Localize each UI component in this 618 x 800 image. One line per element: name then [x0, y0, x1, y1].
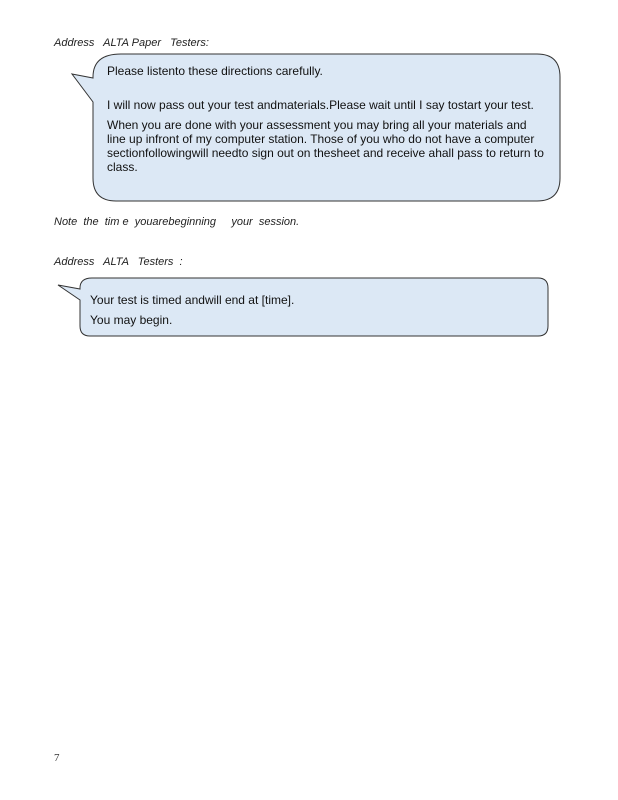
when-done-paragraph: When you are done with your assessment you may bring all your materials and line up infront of my computer station. Those of you who do not have a computer sectionfollowingwill needto sign out on thesheet and receive ahall pass to return to class.: [107, 118, 544, 174]
you-may-begin-paragraph: You may begin.: [90, 313, 173, 327]
page-number: 7: [54, 752, 60, 764]
callout-2-text: [90, 293, 540, 327]
note-time-instruction: Note the tim e youarebeginning your session.: [54, 216, 300, 228]
address-testers-instruction: Address ALTA Testers :: [54, 256, 183, 268]
pass-out-materials-paragraph: I will now pass out your test andmaterials.Please wait until I say tostart your test.: [107, 98, 534, 112]
directions-paragraph: Please listento these directions carefully.: [107, 64, 323, 78]
address-paper-testers-instruction: Address ALTA Paper Testers:: [54, 37, 209, 49]
test-timed-paragraph: Your test is timed andwill end at [time].: [90, 293, 295, 307]
